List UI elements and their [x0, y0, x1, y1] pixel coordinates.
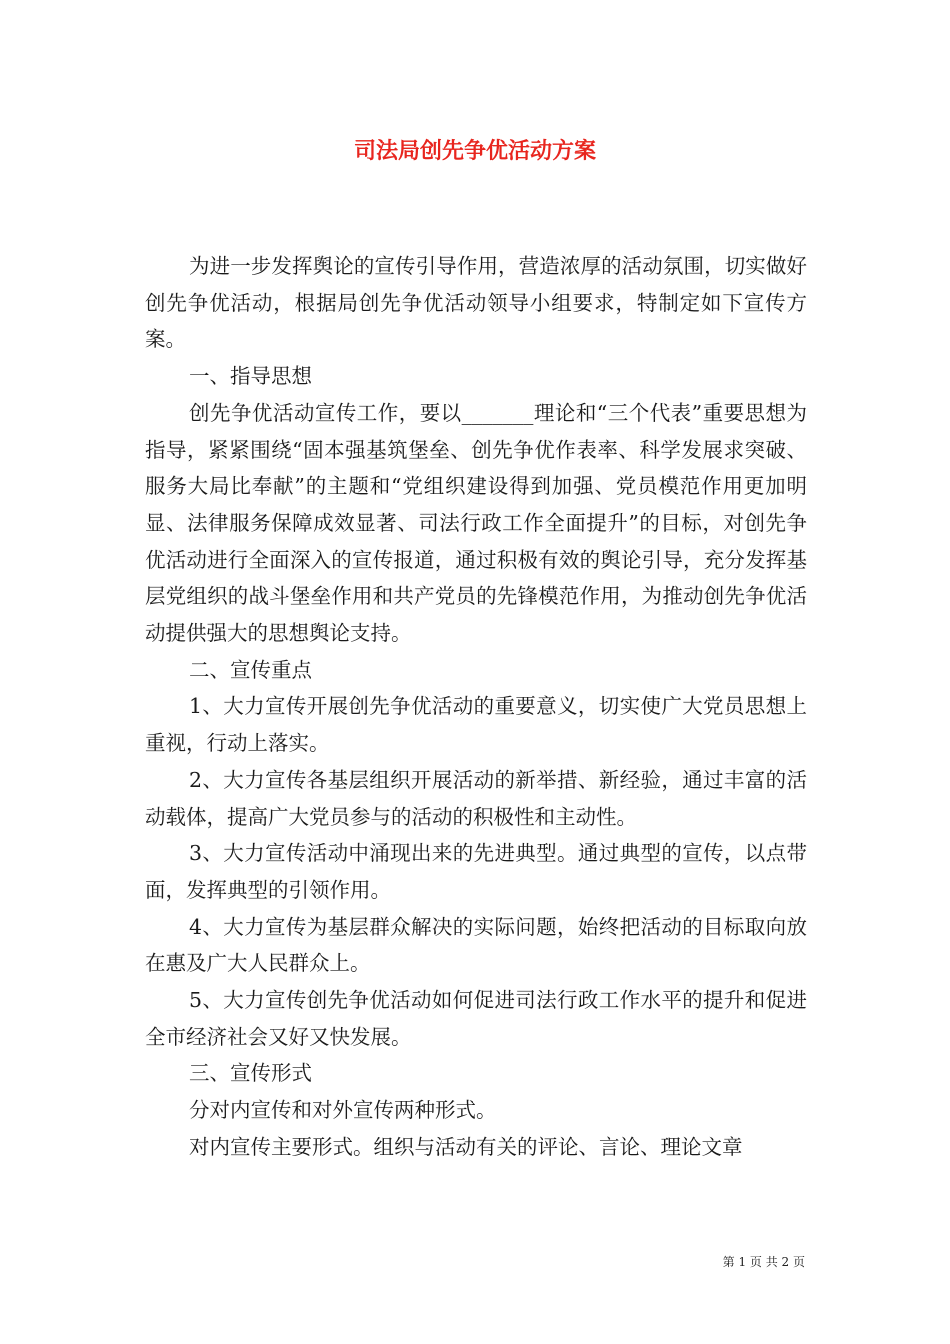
- focus-item-5: 5、大力宣传创先争优活动如何促进司法行政工作水平的提升和促进全市经济社会又好又快发展。: [145, 988, 807, 1049]
- page-footer: 第 1 页 共 2 页: [722, 1255, 805, 1269]
- form-paragraph: 分对内宣传和对外宣传两种形式。: [189, 1098, 497, 1123]
- document-body: [145, 248, 807, 1166]
- section-heading-publicity-focus: 二、宣传重点: [189, 657, 312, 682]
- focus-item-3: 3、大力宣传活动中涌现出来的先进典型。通过典型的宣传，以点带面，发挥典型的引领作用。: [145, 841, 807, 902]
- focus-item-2: 2、大力宣传各基层组织开展活动的新举措、新经验，通过丰富的活动载体，提高广大党员参与的活动的积极性和主动性。: [145, 767, 807, 829]
- document-title: 司法局创先争优活动方案: [353, 138, 596, 164]
- section-heading-publicity-form: 三、宣传形式: [189, 1061, 312, 1086]
- guiding-thought-paragraph: 创先争优活动宣传工作，要以_______理论和“三个代表”重要思想为指导，紧紧围绕“固本强基筑堡垒、创先争优作表率、科学发展求突破、服务大局比奉献”的主题和“党组织建设得到加强、党员模范作用更加明显、法律服务保障成效显著、司法行政工作全面提升”的目标，对创先争优活动进行全面深入的宣传报道，通过积极有效的舆论引导，充分发挥基层党组织的战斗堡垒作用和共产党员的先锋模范作用，为推动创先争优活动提供强大的思想舆论支持。: [145, 400, 807, 646]
- section-heading-guiding-thought: 一、指导思想: [189, 364, 312, 389]
- internal-publicity-paragraph: 对内宣传主要形式。组织与活动有关的评论、言论、理论文章: [189, 1134, 743, 1159]
- focus-item-1: 1、大力宣传开展创先争优活动的重要意义，切实使广大党员思想上重视，行动上落实。: [145, 694, 807, 756]
- intro-paragraph: 为进一步发挥舆论的宣传引导作用，营造浓厚的活动氛围，切实做好创先争优活动，根据局创先争优活动领导小组要求，特制定如下宣传方案。: [145, 254, 807, 352]
- focus-item-4: 4、大力宣传为基层群众解决的实际问题，始终把活动的目标取向放在惠及广大人民群众上。: [145, 914, 807, 976]
